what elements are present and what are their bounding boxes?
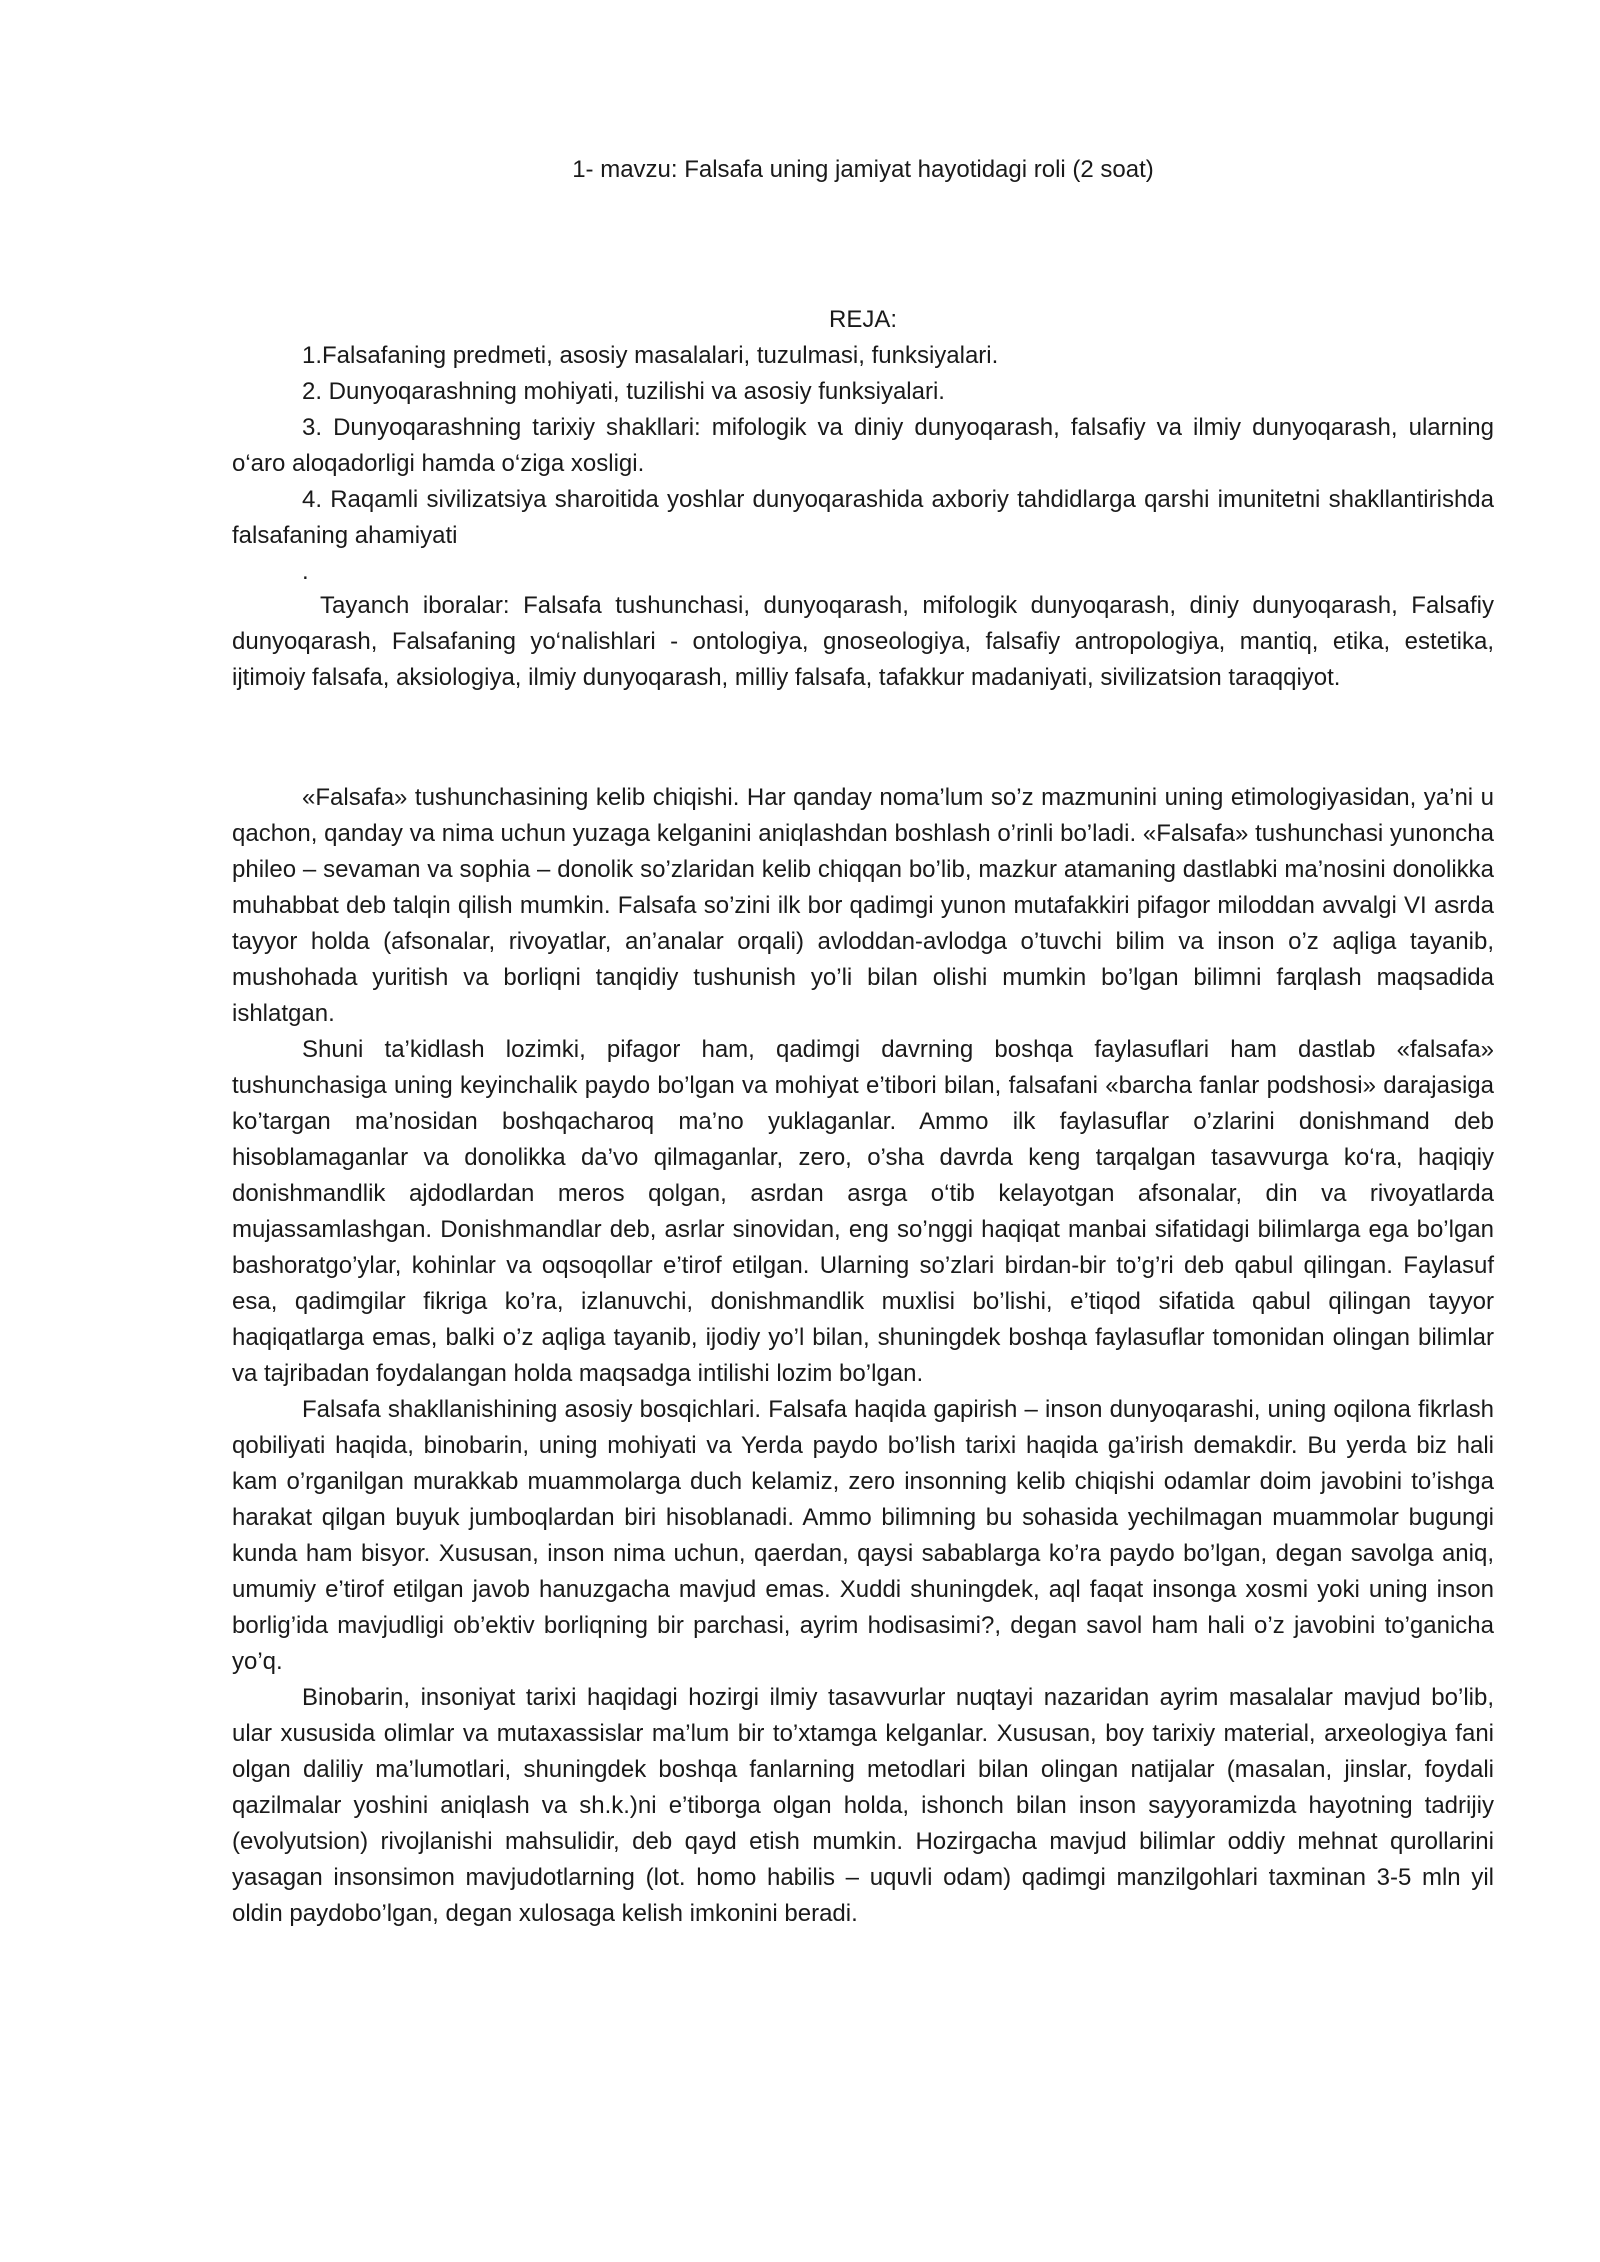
plan-item: 4. Raqamli sivilizatsiya sharoitida yoshlar dunyoqarashida axboriy tahdidlarga qarshi imunitetni shakllantirishda falsafaning ahamiyati xyxy=(232,486,1494,549)
keywords-paragraph: Tayanch iboralar: Falsafa tushunchasi, dunyoqarash, mifologik dunyoqarash, diniy dunyoqarash, Falsafiy dunyoqarash, Falsafaning yo‘nalishlari - ontologiya, gnoseologiya, falsafiy antropologiya, mantiq, etika, estetika, ijtimoiy falsafa, aksiologiya, ilmiy dunyoqarash, milliy falsafa, tafakkur madaniyati, sivilizatsion taraqqiyot. xyxy=(232,592,1494,691)
paragraph: Shuni ta’kidlash lozimki, pifagor ham, qadimgi davrning boshqa faylasuflari ham dastlab «falsafa» tushunchasiga uning keyinchalik paydo bo’lgan va mohiyat e’tibori bilan, falsafani «barcha fanlar podshosi» darajasiga ko’targan ma’nosidan boshqacharoq ma’no yuklaganlar. Ammo ilk faylasuflar o’zlarini donishmand deb hisoblamaganlar va donolikka da’vo qilmaganlar, zero, o’sha davrda keng tarqalgan tasavvurga ko‘ra, haqiqiy donishmandlik ajdodlardan meros qolgan, asrdan asrga o‘tib kelayotgan afsonalar, din va rivoyatlarda mujassamlashgan. Donishmandlar deb, asrlar sinovidan, eng so’nggi haqiqat manbai sifatidagi bilimlarga ega bo’lgan bashoratgo’ylar, kohinlar va oqsoqollar e’tirof etilgan. Ularning so’zlari birdan-bir to’g’ri deb qabul qilingan. Faylasuf esa, qadimgilar fikriga ko’ra, izlanuvchi, donishmandlik muxlisi bo’lishi, e’tiqod sifatida qabul qilingan tayyor haqiqatlarga emas, balki o’z aqliga tayanib, ijodiy yo’l bilan, shuningdek boshqa faylasuflar tomonidan olingan bilimlar va tajribadan foydalangan holda maqsadga intilishi lozim bo’lgan. xyxy=(232,1036,1494,1387)
plan-item: 3. Dunyoqarashning tarixiy shakllari: mifologik va diniy dunyoqarash, falsafiy va ilmiy dunyoqarash, ularning o‘aro aloqadorligi hamda o‘ziga xosligi. xyxy=(232,414,1494,477)
paragraph: Falsafa shakllanishining asosiy bosqichlari. Falsafa haqida gapirish – inson dunyoqarashi, uning oqilona fikrlash qobiliyati haqida, binobarin, uning mohiyati va Yerda paydo bo’lish tarixi haqida ga’irish demakdir. Bu yerda biz hali kam o’rganilgan murakkab muammolarga duch kelamiz, zero insonning kelib chiqishi odamlar doim javobini to’ishga harakat qilgan buyuk jumboqlardan biri hisoblanadi. Ammo bilimning bu sohasida yechilmagan muammolar bugungi kunda ham bisyor. Xususan, inson nima uchun, qaerdan, qaysi sabablarga ko’ra paydo bo’lgan, degan savolga aniq, umumiy e’tirof etilgan javob hanuzgacha mavjud emas. Xuddi shuningdek, aql faqat insonga xosmi yoki uning inson borlig’ida mavjudligi ob’ektiv borliqning bir parchasi, ayrim hodisasimi?, degan savol ham hali o’z javobini to’ganicha yo’q. xyxy=(232,1396,1494,1675)
plan-item: 2. Dunyoqarashning mohiyati, tuzilishi va asosiy funksiyalari. xyxy=(302,378,945,405)
plan-dot: . xyxy=(302,558,309,585)
plan-list xyxy=(232,338,1494,590)
plan-item: 1.Falsafaning predmeti, asosiy masalalari, tuzulmasi, funksiyalari. xyxy=(302,342,999,369)
paragraph: «Falsafa» tushunchasining kelib chiqishi. Har qanday noma’lum so’z mazmunini uning etimologiyasidan, ya’ni u qachon, qanday va nima uchun yuzaga kelganini aniqlashdan boshlash o’rinli bo’ladi. «Falsafa» tushunchasi yunoncha phileo – sevaman va sophia – donolik so’zlaridan kelib chiqqan bo’lib, mazkur atamaning dastlabki ma’nosini donolikka muhabbat deb talqin qilish mumkin. Falsafa so’zini ilk bor qadimgi yunon mutafakkiri pifagor miloddan avvalgi VI asrda tayyor holda (afsonalar, rivoyatlar, an’analar orqali) avloddan-avlodga o’tuvchi bilim va inson o’z aqliga tayanib, mushohada yuritish va borliqni tanqidiy tushunish yo’li bilan olishi mumkin bo’lgan bilimni farqlash maqsadida ishlatgan. xyxy=(232,784,1494,1027)
body-text xyxy=(232,780,1494,1932)
page-title: 1- mavzu: Falsafa uning jamiyat hayotidagi roli (2 soat) xyxy=(572,156,1154,183)
paragraph: Binobarin, insoniyat tarixi haqidagi hozirgi ilmiy tasavvurlar nuqtayi nazaridan ayrim masalalar mavjud bo’lib, ular xususida olimlar va mutaxassislar ma’lum bir to’xtamga kelganlar. Xususan, boy tarixiy material, arxeologiya fani olgan daliliy ma’lumotlari, shuningdek boshqa fanlarning metodlari bilan olingan natijalar (masalan, jinslar, foydali qazilmalar yoshini aniqlash va sh.k.)ni e’tiborga olgan holda, ishonch bilan inson sayyoramizda hayotning tadrijiy (evolyutsion) rivojlanishi mahsulidir, deb qayd etish mumkin. Hozirgacha mavjud bilimlar oddiy mehnat qurollarini yasagan insonsimon mavjudotlarning (lot. homo habilis – uquvli odam) qadimgi manzilgohlari taxminan 3-5 mln yil oldin paydobo’lgan, degan xulosaga kelish imkonini beradi. xyxy=(232,1684,1494,1927)
plan-heading: REJA: xyxy=(828,306,897,333)
